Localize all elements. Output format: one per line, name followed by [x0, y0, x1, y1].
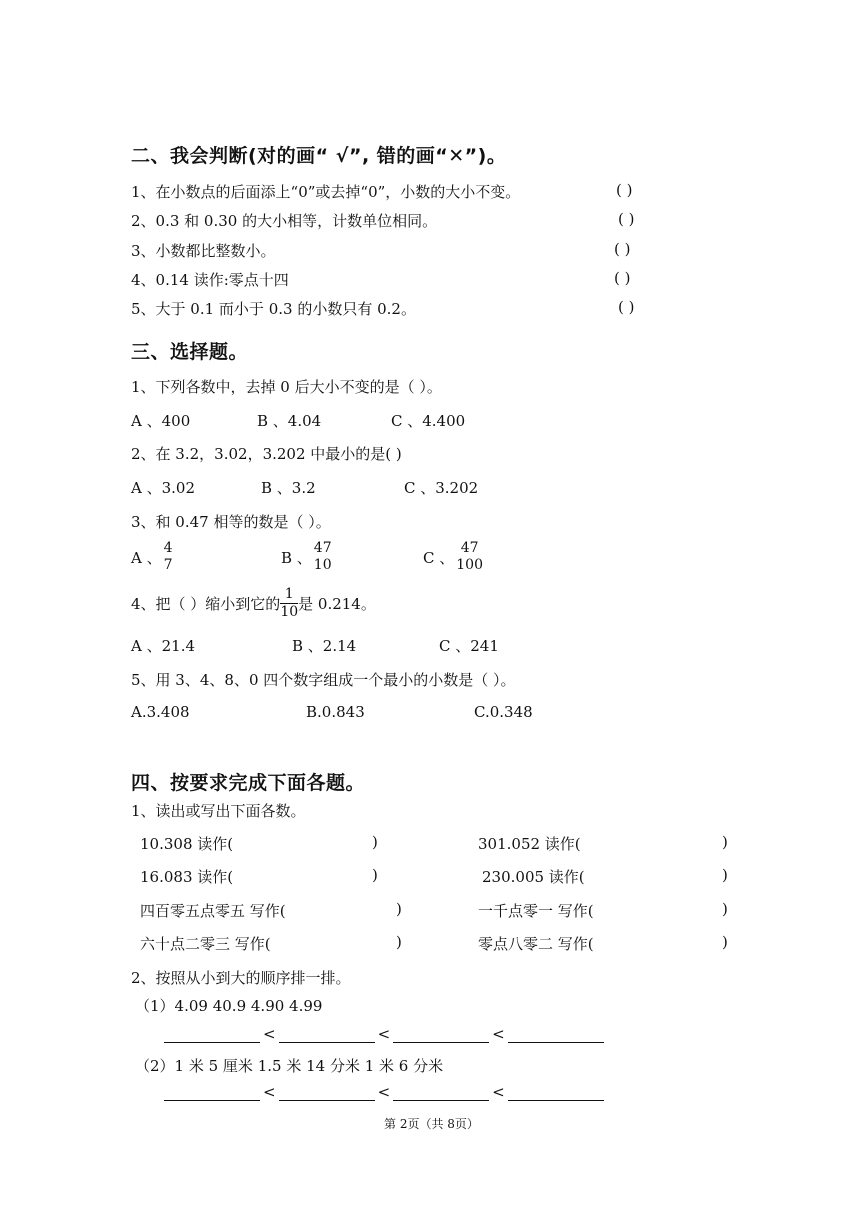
q4-option-a[interactable]: A 、21.4 [131, 637, 195, 655]
q3-option-c[interactable] [423, 540, 483, 574]
judge-item-2: 2、0.3 和 0.30 的大小相等，计数单位相同。 [131, 212, 438, 230]
q5-option-a[interactable]: A.3.408 [131, 703, 190, 721]
q3-a-numerator: 4 [163, 540, 173, 556]
sort2-blank-4[interactable] [508, 1084, 604, 1101]
section-4-title: 四、按要求完成下面各题。 [131, 772, 366, 794]
q3-c-numerator: 47 [460, 540, 479, 556]
judge-answer-2[interactable]: ( ) [618, 210, 635, 228]
sort-answer-row-2 [164, 1083, 604, 1101]
less-than-sign: < [377, 1025, 391, 1043]
judge-answer-4[interactable]: ( ) [614, 269, 631, 287]
choice-question-1: 1、下列各数中，去掉 0 后大小不变的是（ ）。 [131, 378, 442, 396]
read-write-3-right-close: ) [722, 900, 728, 918]
judge-item-4: 4、0.14 读作:零点十四 [131, 271, 289, 289]
section-3-title: 三、选择题。 [131, 341, 249, 363]
read-write-1-left-close: ) [372, 833, 378, 851]
q3-c-denominator: 100 [456, 557, 483, 573]
read-write-4-left-close: ) [396, 933, 402, 951]
sort1-blank-3[interactable] [393, 1026, 489, 1043]
less-than-sign: < [377, 1083, 391, 1101]
read-write-4-right-close: ) [722, 933, 728, 951]
read-write-1-right-close: ) [722, 833, 728, 851]
q2-option-c[interactable]: C 、3.202 [404, 479, 479, 497]
q4-option-b[interactable]: B 、2.14 [292, 637, 357, 655]
read-write-1-left: 10.308 读作( [140, 835, 234, 853]
q4-option-c[interactable]: C 、241 [439, 637, 499, 655]
q3-option-b-label: B 、 [281, 548, 312, 567]
choice-question-3: 3、和 0.47 相等的数是（ ）。 [131, 513, 331, 531]
judge-item-5: 5、大于 0.1 而小于 0.3 的小数只有 0.2。 [131, 300, 416, 318]
q5-option-b[interactable]: B.0.843 [306, 703, 365, 721]
q3-option-b[interactable] [281, 540, 332, 574]
read-write-1-right: 301.052 读作( [478, 835, 581, 853]
q4-denominator: 10 [280, 604, 299, 620]
choice-question-4 [131, 586, 376, 621]
q4-suffix: 是 0.214。 [298, 595, 376, 613]
less-than-sign: < [492, 1025, 505, 1043]
sort1-blank-1[interactable] [164, 1026, 260, 1043]
q2-option-a[interactable]: A 、3.02 [131, 479, 195, 497]
read-write-2-left-close: ) [372, 866, 378, 884]
q3-b-numerator: 47 [313, 540, 332, 556]
sort2-blank-2[interactable] [279, 1084, 375, 1101]
read-write-3-left: 四百零五点零五 写作( [140, 902, 286, 920]
q3-option-b-fraction [314, 540, 332, 574]
judge-item-3: 3、小数都比整数小。 [131, 242, 276, 260]
sub-question-2: 2、按照从小到大的顺序排一排。 [131, 969, 351, 987]
sort2-blank-3[interactable] [393, 1084, 489, 1101]
q3-option-c-fraction [456, 540, 483, 574]
judge-item-1: 1、在小数点的后面添上“0”或去掉“0”，小数的大小不变。 [131, 183, 521, 201]
q3-a-denominator: 7 [163, 557, 173, 573]
read-write-3-left-close: ) [396, 900, 402, 918]
q1-option-b[interactable]: B 、4.04 [257, 412, 322, 430]
q3-option-a[interactable] [131, 540, 173, 574]
read-write-4-left: 六十点二零三 写作( [140, 935, 271, 953]
q1-option-c[interactable]: C 、4.400 [391, 412, 466, 430]
sort2-blank-1[interactable] [164, 1084, 260, 1101]
less-than-sign: < [263, 1083, 276, 1101]
less-than-sign: < [492, 1083, 505, 1101]
section-2-title: 二、我会判断(对的画“ √”, 错的画“✕”)。 [131, 145, 507, 167]
less-than-sign: < [263, 1025, 276, 1043]
q2-option-b[interactable]: B 、3.2 [261, 479, 316, 497]
q5-option-c[interactable]: C.0.348 [474, 703, 533, 721]
judge-answer-5[interactable]: ( ) [618, 298, 635, 316]
sort-row-1: （1）4.09 40.9 4.90 4.99 [135, 997, 323, 1015]
q3-option-a-label: A 、 [131, 548, 162, 567]
read-write-3-right: 一千点零一 写作( [478, 902, 594, 920]
choice-question-2: 2、在 3.2，3.02，3.202 中最小的是( ) [131, 445, 402, 463]
sub-question-1: 1、读出或写出下面各数。 [131, 802, 306, 820]
sort-answer-row-1 [164, 1025, 604, 1043]
sort-row-2: （2）1 米 5 厘米 1.5 米 14 分米 1 米 6 分米 [135, 1057, 444, 1075]
q3-option-c-label: C 、 [423, 548, 455, 567]
sort1-blank-2[interactable] [279, 1026, 375, 1043]
q3-b-denominator: 10 [313, 557, 332, 573]
q4-numerator: 1 [284, 586, 294, 602]
sort1-blank-4[interactable] [508, 1026, 604, 1043]
read-write-2-right: 230.005 读作( [482, 868, 585, 886]
read-write-2-right-close: ) [722, 866, 728, 884]
read-write-2-left: 16.083 读作( [140, 868, 234, 886]
choice-question-5: 5、用 3、4、8、0 四个数字组成一个最小的小数是（ ）。 [131, 671, 516, 689]
judge-answer-3[interactable]: ( ) [614, 240, 631, 258]
read-write-4-right: 零点八零二 写作( [478, 935, 594, 953]
q3-option-a-fraction [164, 540, 173, 574]
page-footer: 第 2页（共 8页） [384, 1117, 479, 1131]
q4-prefix: 4、把（ ）缩小到它的 [131, 595, 281, 613]
q1-option-a[interactable]: A 、400 [131, 412, 191, 430]
q4-fraction [280, 586, 298, 621]
judge-answer-1[interactable]: ( ) [616, 181, 633, 199]
